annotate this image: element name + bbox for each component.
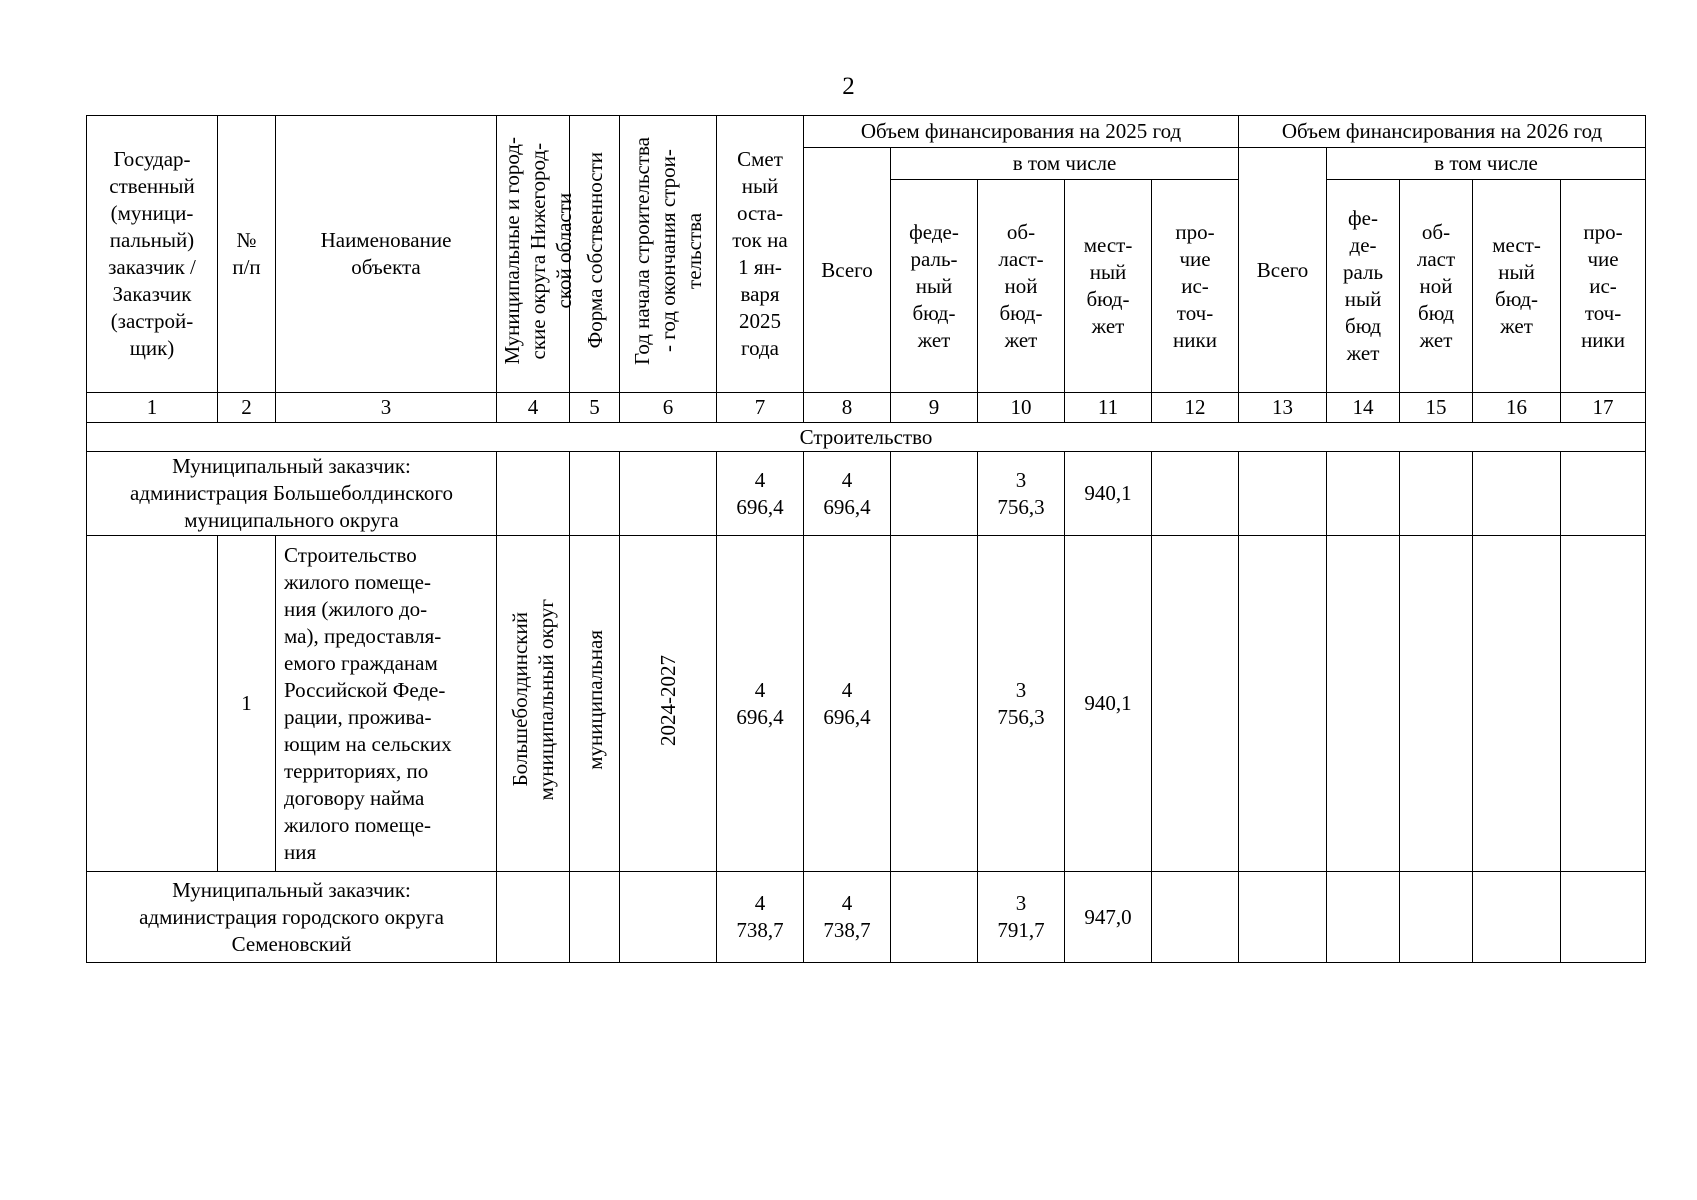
header-including-2025: в том числе bbox=[891, 148, 1239, 180]
column-number: 6 bbox=[620, 393, 717, 423]
header-federal-2026: фе- де- раль ный бюд жет bbox=[1327, 180, 1400, 393]
column-number: 4 bbox=[497, 393, 570, 423]
column-number-row bbox=[87, 393, 1646, 423]
customer-row bbox=[87, 872, 1646, 963]
total-2025: 4 696,4 bbox=[804, 452, 891, 536]
column-number: 12 bbox=[1152, 393, 1239, 423]
header-number: № п/п bbox=[218, 116, 276, 393]
regional-2025: 3 756,3 bbox=[978, 536, 1065, 872]
column-number: 3 bbox=[276, 393, 497, 423]
estimate-balance: 4 696,4 bbox=[717, 452, 804, 536]
header-object-name: Наименование объекта bbox=[276, 116, 497, 393]
header-municipal-district: Муниципальные и город- ские округа Нижегород- ской области bbox=[497, 116, 570, 393]
header-other-2026: про- чие ис- точ- ники bbox=[1561, 180, 1646, 393]
header-years: Год начала строительства - год окончания строи- тельства bbox=[620, 116, 717, 393]
object-years: 2024-2027 bbox=[620, 536, 717, 872]
column-number: 5 bbox=[570, 393, 620, 423]
header-regional-2026: об- ласт ной бюд жет bbox=[1400, 180, 1473, 393]
column-number: 9 bbox=[891, 393, 978, 423]
column-number: 14 bbox=[1327, 393, 1400, 423]
column-number: 1 bbox=[87, 393, 218, 423]
header-financing-2025: Объем финансирования на 2025 год bbox=[804, 116, 1239, 148]
customer-label: Муниципальный заказчик: администрация Большеболдинского муниципального округа bbox=[87, 452, 497, 536]
page-number: 2 bbox=[842, 73, 855, 100]
estimate-balance: 4 696,4 bbox=[717, 536, 804, 872]
header-regional-2025: об- ласт- ной бюд- жет bbox=[978, 180, 1065, 393]
header-including-2026: в том числе bbox=[1327, 148, 1646, 180]
header-local-2025: мест- ный бюд- жет bbox=[1065, 180, 1152, 393]
header-total-2026: Всего bbox=[1239, 148, 1327, 393]
header-customer: Государ- ственный (муници- пальный) заказчик / Заказчик (застрой- щик) bbox=[87, 116, 218, 393]
column-number: 17 bbox=[1561, 393, 1646, 423]
regional-2025: 3 791,7 bbox=[978, 872, 1065, 963]
object-number: 1 bbox=[218, 536, 276, 872]
estimate-balance: 4 738,7 bbox=[717, 872, 804, 963]
column-number: 11 bbox=[1065, 393, 1152, 423]
total-2025: 4 738,7 bbox=[804, 872, 891, 963]
header-local-2026: мест- ный бюд- жет bbox=[1473, 180, 1561, 393]
column-number: 10 bbox=[978, 393, 1065, 423]
column-number: 15 bbox=[1400, 393, 1473, 423]
object-row bbox=[87, 536, 1646, 872]
local-2025: 940,1 bbox=[1065, 452, 1152, 536]
header-federal-2025: феде- раль- ный бюд- жет bbox=[891, 180, 978, 393]
section-title: Строительство bbox=[87, 423, 1646, 452]
column-number: 13 bbox=[1239, 393, 1327, 423]
customer-row bbox=[87, 452, 1646, 536]
object-name: Строительство жилого помеще- ния (жилого до- ма), предоставля- емого гражданам Российской Феде- рации, прожива- ющим на сельских территориях, по договору найма жилого помеще- ния bbox=[276, 536, 497, 872]
column-number: 16 bbox=[1473, 393, 1561, 423]
column-number: 8 bbox=[804, 393, 891, 423]
header-financing-2026: Объем финансирования на 2026 год bbox=[1239, 116, 1646, 148]
column-number: 2 bbox=[218, 393, 276, 423]
regional-2025: 3 756,3 bbox=[978, 452, 1065, 536]
local-2025: 947,0 bbox=[1065, 872, 1152, 963]
total-2025: 4 696,4 bbox=[804, 536, 891, 872]
header-ownership: Форма собственности bbox=[570, 116, 620, 393]
column-number: 7 bbox=[717, 393, 804, 423]
object-district: Большеболдинский муниципальный округ bbox=[497, 536, 570, 872]
local-2025: 940,1 bbox=[1065, 536, 1152, 872]
header-total-2025: Всего bbox=[804, 148, 891, 393]
customer-label: Муниципальный заказчик: администрация городского округа Семеновский bbox=[87, 872, 497, 963]
header-estimate-balance: Смет ный оста- ток на 1 ян- варя 2025 года bbox=[717, 116, 804, 393]
object-ownership: муниципальная bbox=[570, 536, 620, 872]
financing-table bbox=[86, 115, 1646, 963]
header-other-2025: про- чие ис- точ- ники bbox=[1152, 180, 1239, 393]
